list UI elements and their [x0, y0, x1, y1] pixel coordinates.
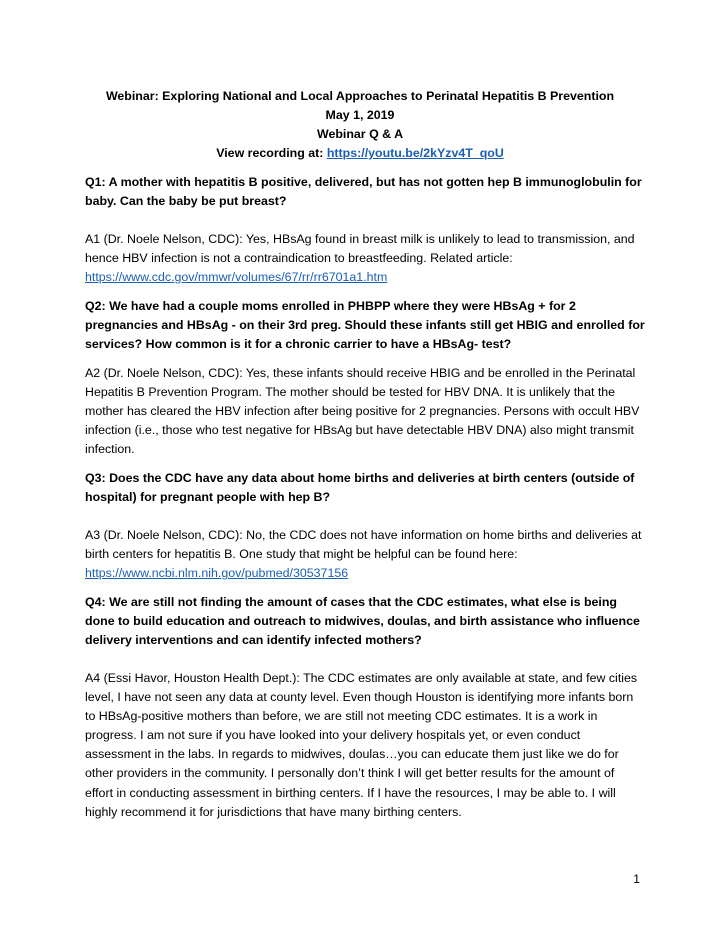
webinar-date: May 1, 2019 — [325, 108, 395, 122]
question-3: Q3: Does the CDC have any data about home births and deliveries at birth centers (outside of hospital) for pregnant people with hep B? — [85, 471, 635, 505]
answer-3 — [85, 526, 645, 583]
page-title: Webinar: Exploring National and Local Approaches to Perinatal Hepatitis B Prevention — [105, 89, 615, 103]
recording-line — [40, 144, 680, 163]
answer-4: A4 (Essi Havor, Houston Health Dept.): The CDC estimates are only available at state, and few cities level, I have not seen any data at county level. Even though Houston is identifying more infants born to HBsAg-positive mothers than before, we are still not meeting CDC estimates. It is a work in progress. I am not sure if you have looked into your delivery hospitals yet, or even conduct assessment in the labs. In regards to midwives, doulas…you can educate them just like we do for other providers in the community. I personally don’t think I will get better results for the amount of effort in conducting assessment in birthing centers. If I have the resources, I may be able to. I will highly recommend it for jurisdictions that have many birthing centers. — [85, 671, 638, 819]
page-number: 1 — [633, 872, 640, 886]
page-subtitle: Webinar Q & A — [316, 127, 404, 141]
recording-link[interactable]: https://youtu.be/2kYzv4T_qoU — [326, 146, 504, 160]
question-4: Q4: We are still not finding the amount of cases that the CDC estimates, what else is being done to build education and outreach to midwives, doulas, and birth assistance who influence delivery interventions and can identify infected mothers? — [85, 595, 640, 648]
question-1: Q1: A mother with hepatitis B positive, delivered, but has not gotten hep B immunoglobulin for baby. Can the baby be put breast? — [85, 175, 642, 209]
answer-3-text: A3 (Dr. Noele Nelson, CDC): No, the CDC does not have information on home births and deliveries at birth centers for hepatitis B. One study that might be helpful can be found here: — [85, 528, 642, 562]
answer-1-link[interactable]: https://www.cdc.gov/mmwr/volumes/67/rr/rr6701a1.htm — [85, 270, 388, 285]
answer-1-text: A1 (Dr. Noele Nelson, CDC): Yes, HBsAg found in breast milk is unlikely to lead to transmission, and hence HBV infection is not a contraindication to breastfeeding. Related article: — [85, 232, 635, 266]
answer-1 — [85, 230, 645, 287]
answer-3-link[interactable]: https://www.ncbi.nlm.nih.gov/pubmed/30537156 — [85, 566, 349, 581]
document-header — [40, 87, 680, 163]
answer-2: A2 (Dr. Noele Nelson, CDC): Yes, these infants should receive HBIG and be enrolled in the Perinatal Hepatitis B Prevention Program. The mother should be tested for HBV DNA. It is unlikely that the mother has cleared the HBV infection after being positive for 2 pregnancies. Persons with occult HBV infection (i.e., those who test negative for HBsAg but have detectable HBV DNA) also might transmit infection. — [85, 366, 640, 457]
recording-label: View recording at: — [216, 146, 327, 160]
question-2: Q2: We have had a couple moms enrolled in PHBPP where they were HBsAg + for 2 pregnancies and HBsAg - on their 3rd preg. Should these infants still get HBIG and enrolled for services? How common is it for a chronic carrier to have a HBsAg- test? — [85, 299, 645, 352]
